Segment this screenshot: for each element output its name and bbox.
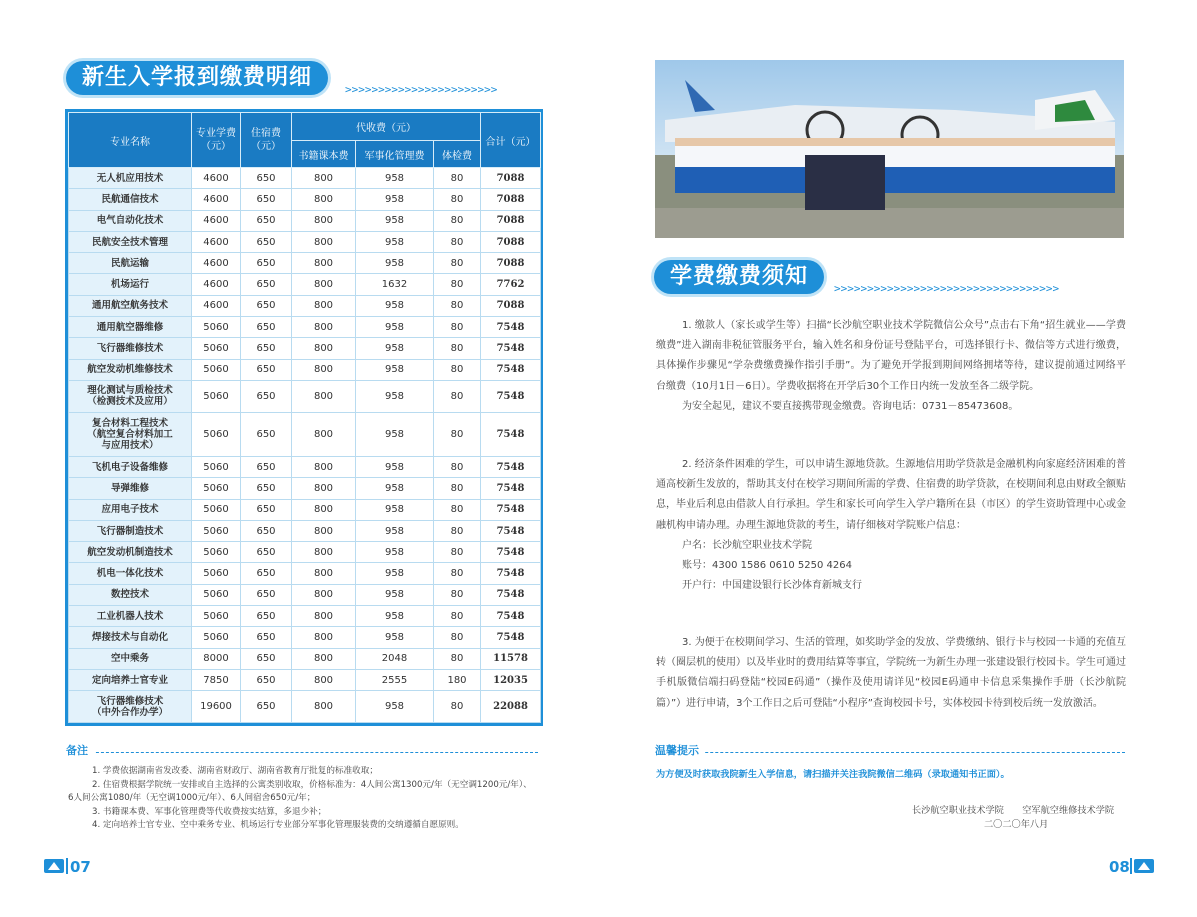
payment-instructions bbox=[656, 316, 1126, 417]
campus-card-instructions bbox=[656, 633, 1126, 714]
cell-exam: 80 bbox=[434, 542, 481, 563]
cell-tuition: 5060 bbox=[192, 456, 241, 477]
cell-total: 7548 bbox=[481, 478, 541, 499]
cell-total: 7548 bbox=[481, 338, 541, 359]
cell-dorm: 650 bbox=[241, 338, 292, 359]
cell-dorm: 650 bbox=[241, 478, 292, 499]
instruction-paragraph-3: 3. 为便于在校期间学习、生活的管理，如奖助学金的发放、学费缴纳、银行卡与校园一卡通的充值互转（圈层机的使用）以及毕业时的费用结算等事宜，学院统一为新生办理一张建设银行校园卡。学生可通过手机版微信端扫码登陆“校园E码通”（操作及使用请详见“校园E码通申卡信息采集操作手册（长沙航院篇）”）进行申请，3个工作日之后可登陆“小程序”查询校园卡号，实体校园卡待到校后统一发放激活。 bbox=[656, 637, 1126, 709]
cell-military: 958 bbox=[356, 253, 434, 274]
table-row bbox=[69, 606, 541, 627]
college-logo-icon bbox=[44, 859, 64, 873]
cell-name: 复合材料工程技术 （航空复合材料加工 与应用技术） bbox=[69, 412, 192, 456]
table-row bbox=[69, 542, 541, 563]
cell-tuition: 4600 bbox=[192, 295, 241, 316]
cell-exam: 80 bbox=[434, 412, 481, 456]
cell-name: 电气自动化技术 bbox=[69, 210, 192, 231]
cell-name: 飞行器制造技术 bbox=[69, 520, 192, 541]
cell-tuition: 5060 bbox=[192, 380, 241, 412]
cell-dorm: 650 bbox=[241, 189, 292, 210]
cell-exam: 80 bbox=[434, 499, 481, 520]
cell-name: 民航运输 bbox=[69, 253, 192, 274]
cell-tuition: 5060 bbox=[192, 563, 241, 584]
note-item: 2. 住宿费根据学院统一安排或自主选择的公寓类别收取，价格标准为：4人间公寓1300元/年（无空调1200元/年）、6人间公寓1080/年（无空调1000元/年）、6人间宿舍650元/年； bbox=[68, 779, 532, 804]
cell-name: 数控技术 bbox=[69, 584, 192, 605]
cell-books: 800 bbox=[292, 317, 356, 338]
cell-total: 7548 bbox=[481, 584, 541, 605]
cell-tuition: 5060 bbox=[192, 584, 241, 605]
table-row bbox=[69, 295, 541, 316]
cell-total: 22088 bbox=[481, 691, 541, 723]
cell-tuition: 5060 bbox=[192, 478, 241, 499]
cell-name: 机场运行 bbox=[69, 274, 192, 295]
cell-total: 7088 bbox=[481, 210, 541, 231]
cell-dorm: 650 bbox=[241, 412, 292, 456]
cell-exam: 80 bbox=[434, 231, 481, 252]
cell-total: 7548 bbox=[481, 499, 541, 520]
cell-name: 民航通信技术 bbox=[69, 189, 192, 210]
header-dorm: 住宿费 （元） bbox=[241, 113, 292, 168]
table-row bbox=[69, 168, 541, 189]
page-number-bar bbox=[1130, 858, 1132, 874]
cell-total: 7088 bbox=[481, 253, 541, 274]
page-number-bar bbox=[66, 858, 68, 874]
cell-exam: 80 bbox=[434, 380, 481, 412]
cell-exam: 80 bbox=[434, 274, 481, 295]
cell-dorm: 650 bbox=[241, 648, 292, 669]
cell-tuition: 5060 bbox=[192, 412, 241, 456]
cell-military: 958 bbox=[356, 542, 434, 563]
cell-military: 958 bbox=[356, 231, 434, 252]
cell-exam: 80 bbox=[434, 359, 481, 380]
table-row bbox=[69, 359, 541, 380]
cell-exam: 80 bbox=[434, 648, 481, 669]
cell-exam: 80 bbox=[434, 189, 481, 210]
table-row bbox=[69, 253, 541, 274]
cell-books: 800 bbox=[292, 295, 356, 316]
cell-military: 958 bbox=[356, 627, 434, 648]
table-row bbox=[69, 691, 541, 723]
cell-exam: 80 bbox=[434, 456, 481, 477]
table-row bbox=[69, 317, 541, 338]
cell-name: 导弹维修 bbox=[69, 478, 192, 499]
cell-exam: 80 bbox=[434, 691, 481, 723]
cell-dorm: 650 bbox=[241, 627, 292, 648]
cell-name: 飞行器维修技术 bbox=[69, 338, 192, 359]
cell-books: 800 bbox=[292, 359, 356, 380]
cell-books: 800 bbox=[292, 253, 356, 274]
cell-total: 7548 bbox=[481, 412, 541, 456]
account-name: 户名：长沙航空职业技术学院 bbox=[682, 539, 812, 551]
cell-books: 800 bbox=[292, 380, 356, 412]
header-name: 专业名称 bbox=[69, 113, 192, 168]
cell-dorm: 650 bbox=[241, 606, 292, 627]
cell-total: 7548 bbox=[481, 627, 541, 648]
cell-military: 958 bbox=[356, 478, 434, 499]
cell-tuition: 4600 bbox=[192, 168, 241, 189]
table-row bbox=[69, 563, 541, 584]
cell-tuition: 5060 bbox=[192, 359, 241, 380]
cell-exam: 80 bbox=[434, 295, 481, 316]
cell-books: 800 bbox=[292, 412, 356, 456]
cell-books: 800 bbox=[292, 563, 356, 584]
instruction-paragraph-2: 2. 经济条件困难的学生，可以申请生源地贷款。生源地信用助学贷款是金融机构向家庭经济困难的普通高校新生发放的，帮助其支付在校学习期间所需的学费、住宿费的助学贷款，在校期间利息由财政全额贴息，毕业后利息由借款人自行承担。学生和家长可向学生入学户籍所在县（市区）的学生资助管理中心或金融机构申请办理。办理生源地贷款的考生，请仔细核对学院账户信息： bbox=[656, 459, 1126, 531]
table-row bbox=[69, 338, 541, 359]
cell-books: 800 bbox=[292, 542, 356, 563]
table-row bbox=[69, 584, 541, 605]
cell-name: 工业机器人技术 bbox=[69, 606, 192, 627]
table-row bbox=[69, 231, 541, 252]
cell-name: 通用航空器维修 bbox=[69, 317, 192, 338]
tips-divider bbox=[655, 752, 1125, 753]
cell-books: 800 bbox=[292, 168, 356, 189]
cell-exam: 80 bbox=[434, 338, 481, 359]
account-bank: 开户行：中国建设银行长沙体育新城支行 bbox=[682, 580, 862, 592]
cell-total: 7548 bbox=[481, 456, 541, 477]
cell-tuition: 4600 bbox=[192, 231, 241, 252]
chevron-decoration: >>>>>>>>>>>>>>>>>>>>>>>>>>>>>>>>>> bbox=[834, 282, 1060, 295]
cell-name: 理化测试与质检技术 （检测技术及应用） bbox=[69, 380, 192, 412]
cell-books: 800 bbox=[292, 456, 356, 477]
cell-name: 定向培养士官专业 bbox=[69, 669, 192, 690]
cell-tuition: 5060 bbox=[192, 520, 241, 541]
cell-tuition: 5060 bbox=[192, 542, 241, 563]
instruction-paragraph-1: 1. 缴款人（家长或学生等）扫描“长沙航空职业技术学院微信公众号”点击右下角“招生就业——学费缴费”进入湖南非税征管服务平台，输入姓名和身份证号登陆平台，可选择银行卡、微信等方式进行缴费，具体操作步骤见“学杂费缴费操作指引手册”。为了避免开学报到期间网络拥堵等待，建议提前通过网络平台缴费（10月1日－6日）。学费收据将在开学后30个工作日内统一发放至各二级学院。 bbox=[656, 320, 1126, 392]
cell-total: 7548 bbox=[481, 606, 541, 627]
signature: 长沙航空职业技术学院 空军航空维修技术学院 bbox=[912, 805, 1115, 816]
cell-name: 机电一体化技术 bbox=[69, 563, 192, 584]
cell-tuition: 4600 bbox=[192, 189, 241, 210]
cell-military: 958 bbox=[356, 606, 434, 627]
cell-exam: 80 bbox=[434, 606, 481, 627]
cell-books: 800 bbox=[292, 210, 356, 231]
header-total: 合计（元） bbox=[481, 113, 541, 168]
cell-name: 航空发动机制造技术 bbox=[69, 542, 192, 563]
table-row bbox=[69, 627, 541, 648]
cell-books: 800 bbox=[292, 231, 356, 252]
cell-dorm: 650 bbox=[241, 274, 292, 295]
cell-tuition: 8000 bbox=[192, 648, 241, 669]
cell-total: 11578 bbox=[481, 648, 541, 669]
cell-military: 958 bbox=[356, 499, 434, 520]
cell-books: 800 bbox=[292, 520, 356, 541]
cell-books: 800 bbox=[292, 669, 356, 690]
cell-military: 2048 bbox=[356, 648, 434, 669]
cell-dorm: 650 bbox=[241, 691, 292, 723]
cell-military: 958 bbox=[356, 584, 434, 605]
cell-exam: 80 bbox=[434, 478, 481, 499]
tips-text: 为方便及时获取我院新生入学信息，请扫描并关注我院微信二维码（录取通知书正面）。 bbox=[656, 769, 1010, 780]
cell-military: 958 bbox=[356, 189, 434, 210]
cell-tuition: 5060 bbox=[192, 338, 241, 359]
table-row bbox=[69, 499, 541, 520]
cell-exam: 80 bbox=[434, 317, 481, 338]
table-row bbox=[69, 456, 541, 477]
cell-military: 958 bbox=[356, 520, 434, 541]
cell-dorm: 650 bbox=[241, 317, 292, 338]
cell-total: 7088 bbox=[481, 231, 541, 252]
cell-military: 958 bbox=[356, 456, 434, 477]
cell-total: 7548 bbox=[481, 380, 541, 412]
cell-name: 飞机电子设备维修 bbox=[69, 456, 192, 477]
table-row bbox=[69, 274, 541, 295]
cell-tuition: 4600 bbox=[192, 274, 241, 295]
header-collected: 代收费（元） bbox=[292, 113, 481, 141]
fee-table bbox=[65, 109, 543, 726]
group-photo bbox=[655, 60, 1124, 238]
cell-books: 800 bbox=[292, 338, 356, 359]
table-row bbox=[69, 380, 541, 412]
cell-exam: 80 bbox=[434, 168, 481, 189]
cell-name: 应用电子技术 bbox=[69, 499, 192, 520]
cell-dorm: 650 bbox=[241, 456, 292, 477]
cell-total: 12035 bbox=[481, 669, 541, 690]
cell-military: 958 bbox=[356, 691, 434, 723]
college-logo-icon bbox=[1134, 859, 1154, 873]
cell-tuition: 7850 bbox=[192, 669, 241, 690]
cell-name: 民航安全技术管理 bbox=[69, 231, 192, 252]
cell-name: 无人机应用技术 bbox=[69, 168, 192, 189]
cell-military: 958 bbox=[356, 380, 434, 412]
header-tuition: 专业学费 （元） bbox=[192, 113, 241, 168]
cell-dorm: 650 bbox=[241, 231, 292, 252]
cell-exam: 80 bbox=[434, 584, 481, 605]
cell-total: 7088 bbox=[481, 295, 541, 316]
cell-books: 800 bbox=[292, 189, 356, 210]
cell-dorm: 650 bbox=[241, 499, 292, 520]
cell-military: 958 bbox=[356, 210, 434, 231]
cell-military: 958 bbox=[356, 168, 434, 189]
cell-military: 958 bbox=[356, 295, 434, 316]
cell-military: 958 bbox=[356, 563, 434, 584]
cell-exam: 80 bbox=[434, 520, 481, 541]
payment-section-title: 学费缴费须知 bbox=[654, 260, 824, 294]
cell-tuition: 4600 bbox=[192, 210, 241, 231]
signature-date: 二〇二〇年八月 bbox=[984, 819, 1049, 830]
cell-total: 7548 bbox=[481, 359, 541, 380]
cell-dorm: 650 bbox=[241, 542, 292, 563]
notes-list bbox=[68, 765, 536, 833]
tips-title: 温馨提示 bbox=[655, 742, 705, 758]
cell-dorm: 650 bbox=[241, 669, 292, 690]
header-books: 书籍课本费 bbox=[292, 141, 356, 168]
cell-books: 800 bbox=[292, 499, 356, 520]
cell-total: 7548 bbox=[481, 520, 541, 541]
cell-dorm: 650 bbox=[241, 563, 292, 584]
cell-dorm: 650 bbox=[241, 520, 292, 541]
table-row bbox=[69, 189, 541, 210]
cell-exam: 80 bbox=[434, 627, 481, 648]
cell-military: 958 bbox=[356, 359, 434, 380]
cell-tuition: 5060 bbox=[192, 499, 241, 520]
page-number-left: 07 bbox=[70, 858, 91, 876]
cell-total: 7762 bbox=[481, 274, 541, 295]
cell-military: 1632 bbox=[356, 274, 434, 295]
cell-dorm: 650 bbox=[241, 295, 292, 316]
cell-military: 958 bbox=[356, 412, 434, 456]
table-row bbox=[69, 669, 541, 690]
table-row bbox=[69, 520, 541, 541]
cell-total: 7088 bbox=[481, 189, 541, 210]
cell-books: 800 bbox=[292, 584, 356, 605]
table-row bbox=[69, 478, 541, 499]
cell-tuition: 19600 bbox=[192, 691, 241, 723]
cell-books: 800 bbox=[292, 691, 356, 723]
cell-dorm: 650 bbox=[241, 210, 292, 231]
cell-tuition: 5060 bbox=[192, 317, 241, 338]
cell-exam: 80 bbox=[434, 563, 481, 584]
cell-exam: 180 bbox=[434, 669, 481, 690]
cell-books: 800 bbox=[292, 627, 356, 648]
fee-section-title: 新生入学报到缴费明细 bbox=[66, 61, 328, 95]
loan-instructions bbox=[656, 455, 1126, 596]
cell-dorm: 650 bbox=[241, 380, 292, 412]
cell-military: 958 bbox=[356, 338, 434, 359]
cell-total: 7548 bbox=[481, 563, 541, 584]
chevron-decoration: >>>>>>>>>>>>>>>>>>>>>>> bbox=[345, 83, 498, 96]
table-row bbox=[69, 648, 541, 669]
cell-name: 空中乘务 bbox=[69, 648, 192, 669]
cell-military: 958 bbox=[356, 317, 434, 338]
cell-dorm: 650 bbox=[241, 584, 292, 605]
cell-total: 7548 bbox=[481, 542, 541, 563]
notes-title: 备注 bbox=[66, 742, 94, 758]
cell-name: 飞行器维修技术 （中外合作办学） bbox=[69, 691, 192, 723]
cell-books: 800 bbox=[292, 606, 356, 627]
cell-exam: 80 bbox=[434, 253, 481, 274]
cell-books: 800 bbox=[292, 274, 356, 295]
cell-dorm: 650 bbox=[241, 168, 292, 189]
header-military: 军事化管理费 bbox=[356, 141, 434, 168]
cell-tuition: 4600 bbox=[192, 253, 241, 274]
cell-exam: 80 bbox=[434, 210, 481, 231]
table-row bbox=[69, 210, 541, 231]
cell-books: 800 bbox=[292, 648, 356, 669]
cell-total: 7548 bbox=[481, 317, 541, 338]
cell-dorm: 650 bbox=[241, 359, 292, 380]
cell-name: 航空发动机维修技术 bbox=[69, 359, 192, 380]
cell-dorm: 650 bbox=[241, 253, 292, 274]
note-item: 1. 学费依据湖南省发改委、湖南省财政厅、湖南省教育厅批复的标准收取； bbox=[92, 766, 378, 776]
cell-name: 通用航空航务技术 bbox=[69, 295, 192, 316]
cell-tuition: 5060 bbox=[192, 627, 241, 648]
cell-name: 焊接技术与自动化 bbox=[69, 627, 192, 648]
cell-books: 800 bbox=[292, 478, 356, 499]
cell-tuition: 5060 bbox=[192, 606, 241, 627]
cell-total: 7088 bbox=[481, 168, 541, 189]
note-item: 4. 定向培养士官专业、空中乘务专业、机场运行专业部分军事化管理服装费的交纳遵循自愿原则。 bbox=[92, 820, 464, 831]
table-row bbox=[69, 412, 541, 456]
page-number-right: 08 bbox=[1109, 858, 1130, 876]
notes-divider bbox=[66, 752, 538, 753]
header-exam: 体检费 bbox=[434, 141, 481, 168]
note-item: 3. 书籍课本费、军事化管理费等代收费按实结算，多退少补； bbox=[92, 806, 327, 817]
account-number: 账号：4300 1586 0610 5250 4264 bbox=[682, 560, 852, 572]
instruction-paragraph-1b: 为安全起见，建议不要直接携带现金缴费。咨询电话：0731－85473608。 bbox=[682, 400, 1019, 412]
cell-military: 2555 bbox=[356, 669, 434, 690]
